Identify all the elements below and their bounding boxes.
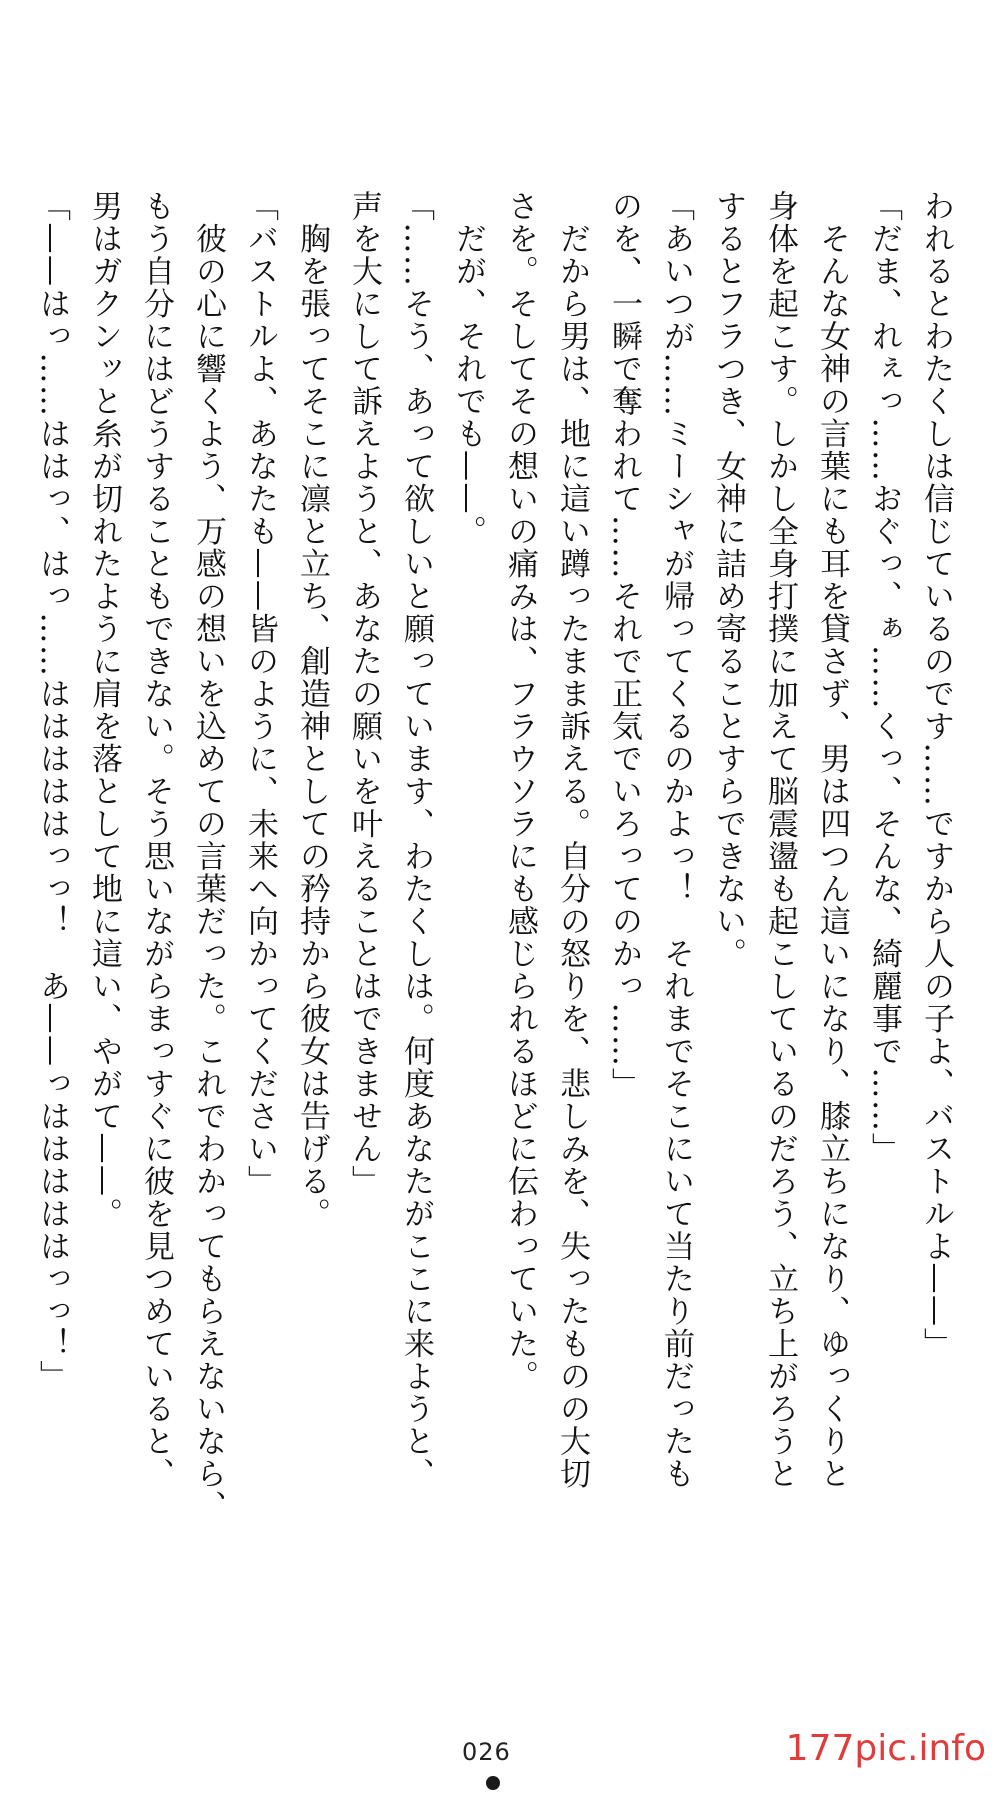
text-line: だが、それでも——。 <box>450 190 486 548</box>
text-line: 声を大にして訴えようと、あなたの願いを叶えることはできません」 <box>346 190 382 1198</box>
text-line: もう自分にはどうすることもできない。そう思いながらまっすぐに彼を見つめていると、 <box>138 190 174 1490</box>
text-line: さを。そしてその想いの痛みは、フラウソラにも感じられるほどに伝わっていた。 <box>502 190 538 1393</box>
text-line: 「バストルよ、あなたも——皆のように、未来へ向かってください」 <box>242 190 278 1198</box>
watermark: 177pic.info <box>785 1728 986 1769</box>
text-line: 胸を張ってそこに凛と立ち、創造神としての矜持から彼女は告げる。 <box>294 190 330 1230</box>
page-number: 026 <box>462 1738 511 1766</box>
text-line: するとフラつき、女神に詰め寄ることすらできない。 <box>710 190 746 970</box>
text-line: 身体を起こす。しかし全身打撲に加えて脳震盪も起こしているのだろう、立ち上がろうと <box>762 190 798 1490</box>
page-body-text <box>34 190 962 1540</box>
text-line: そんな女神の言葉にも耳を貸さず、男は四つん這いになり、膝立ちになり、ゆっくりと <box>814 190 850 1490</box>
text-line: 「……そう、あって欲しいと願っています、わたくしは。何度あなたがここに来ようと、 <box>398 190 434 1490</box>
text-line: 「——はっ……ははっ、はっ……はははははっっ！ あ——っはははははっっ！」 <box>34 190 70 1393</box>
text-line: だから男は、地に這い蹲ったまま訴える。自分の怒りを、悲しみを、失ったものの大切 <box>554 190 590 1490</box>
page-dot-icon <box>486 1776 500 1790</box>
text-line: 「あいつが……ミーシャが帰ってくるのかよっ！ それまでそこにいて当たり前だったも <box>658 190 694 1490</box>
text-line: われるとわたくしは信じているのです……ですから人の子よ、バストルよ——」 <box>918 190 954 1360</box>
text-line: 彼の心に響くよう、万感の想いを込めての言葉だった。これでわかってもらえないなら、 <box>190 190 226 1523</box>
text-line: 「だま、れぇっ……おぐっ、ぁ……くっ、そんな、綺麗事で……」 <box>866 190 902 1165</box>
text-line: のを、一瞬で奪われて……それで正気でいろってのかっ……」 <box>606 190 642 1100</box>
text-line: 男はガクンッと糸が切れたように肩を落として地に這い、やがて——。 <box>86 190 122 1230</box>
